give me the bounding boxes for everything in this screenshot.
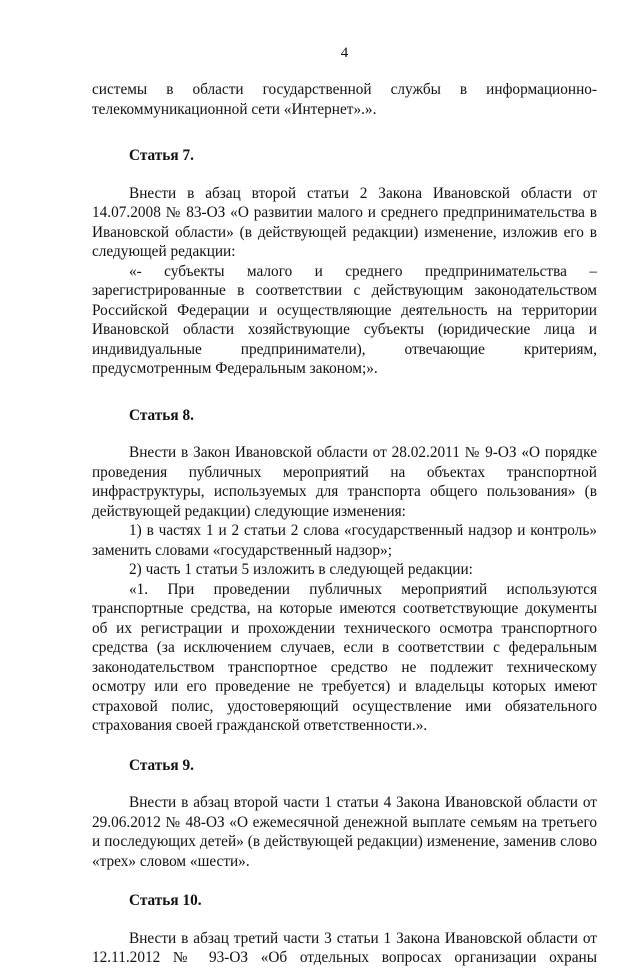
article-10-title: Статья 10. [129,892,202,909]
article-7-title: Статья 7. [129,147,194,164]
intro-paragraph: системы в области государственной службы в информационно-телекоммуникационной сети «Интернет».». [92,81,597,118]
article-9-title: Статья 9. [129,756,194,774]
document-body [92,80,597,968]
article-10-paragraph: Внести в абзац третий части 3 статьи 1 Закона Ивановской области от 12.11.2012 № 93-ОЗ «Об отдельных вопросах организации охраны [92,929,597,966]
article-8-paragraph: «1. При проведении публичных мероприятий используются транспортные средства, на которые имеются соответствующие документы об их регистрации и прохождении технического осмотра транспортного средства (за исключением случаев, если в соответствии с федеральным законодательством транспортное средство не подлежит техническому осмотру или его проведение не требуется) и владельцы которых имеют страховой полис, удостоверяющий осуществление ими обязательного страхования своей гражданской ответственности.». [92,580,597,734]
article-8-paragraph: Внести в Закон Ивановской области от 28.02.2011 № 9-ОЗ «О порядке проведения публичных мероприятий на объектах транспортной инфраструктуры, используемых для транспорта общего пользования» (в действующей редакции) следующие изменения: [92,444,597,520]
article-8-paragraph: 1) в частях 1 и 2 статьи 2 слова «государственный надзор и контроль» заменить словами «государственный надзор»; [92,522,597,559]
article-8-paragraph: 2) часть 1 статьи 5 изложить в следующей редакции: [129,561,473,578]
article-7-paragraph: Внести в абзац второй статьи 2 Закона Ивановской области от 14.07.2008 № 83-ОЗ «О развитии малого и среднего предпринимательства в Ивановской области» (в действующей редакции) изменение, изложив его в следующей редакции: [92,184,597,260]
article-7-paragraph: «- субъекты малого и среднего предпринимательства – зарегистрированные в соответствии с действующим законодательством Российской Федерации и осуществляющие деятельность на территории Ивановской области хозяйствующие субъекты (юридические лица и индивидуальные предприниматели), отвечающие критериям, предусмотренным Федеральным законом;». [92,262,597,377]
page-number: 4 [340,45,349,61]
article-8-title: Статья 8. [129,406,194,424]
article-9-paragraph: Внести в абзац второй части 1 статьи 4 Закона Ивановской области от 29.06.2012 № 48-ОЗ «О ежемесячной денежной выплате семьям на третьего и последующих детей» (в действующей редакции) изменение, заменив слово «трех» словом «шести». [92,794,597,870]
